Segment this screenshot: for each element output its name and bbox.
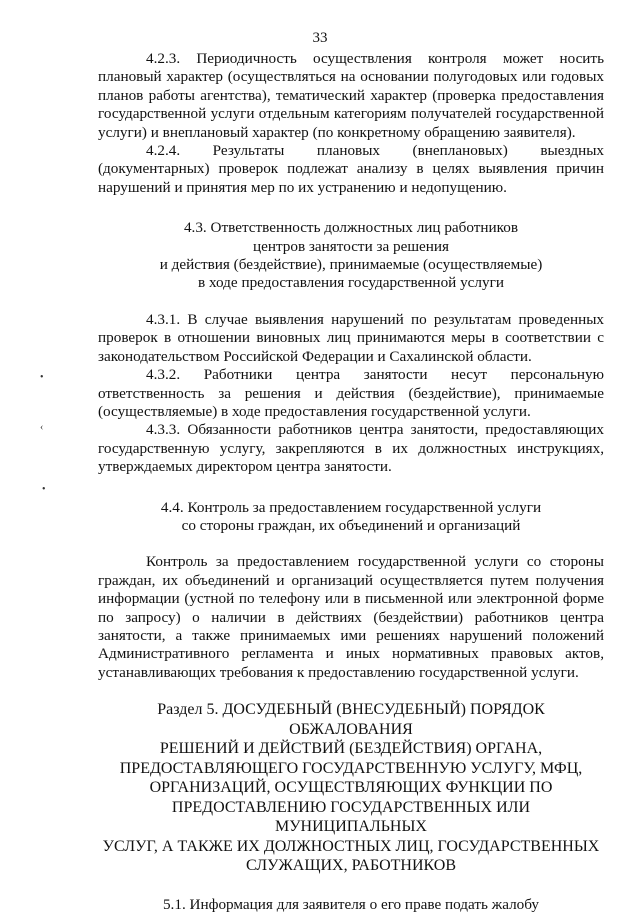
paragraph-4-3-3: 4.3.3. Обязанности работников центра занятости, предоставляющих государственную услугу, закрепляются в их должностных инструкциях, утверждаемых директором центра занятости.: [98, 421, 604, 476]
scan-mark: •: [42, 484, 46, 495]
heading-5-1: 5.1. Информация для заявителя о его праве подать жалобу: [162, 895, 540, 913]
section-5-title: [98, 700, 604, 876]
page-content: [98, 50, 604, 914]
section-5-title-line: Раздел 5. ДОСУДЕБНЫЙ (ВНЕСУДЕБНЫЙ) ПОРЯДОК ОБЖАЛОВАНИЯ: [157, 701, 545, 738]
section-5-title-line: ПРЕДОСТАВЛЕНИЮ ГОСУДАРСТВЕННЫХ ИЛИ МУНИЦИПАЛЬНЫХ: [171, 798, 531, 836]
heading-4-4-line: 4.4. Контроль за предоставлением государственной услуги: [160, 498, 542, 516]
heading-4-3-line: и действия (бездействие), принимаемые (осуществляемые): [159, 256, 543, 274]
page-number: 33: [312, 30, 328, 46]
paragraph-4-2-3: 4.2.3. Периодичность осуществления контроля может носить плановый характер (осуществляться на основании полугодовых или годовых планов работы агентства), тематический характер (проверка предоставления государственной услуги отдельным категориям получателей государственной услуги) и внеплановый характер (по конкретному обращению заявителя).: [98, 50, 604, 141]
section-5-title-line: РЕШЕНИЙ И ДЕЙСТВИЙ (БЕЗДЕЙСТВИЯ) ОРГАНА,: [159, 740, 543, 758]
heading-4-3: [98, 219, 604, 293]
heading-4-3-line: 4.3. Ответственность должностных лиц работников: [183, 219, 519, 237]
section-5-title-line: СЛУЖАЩИХ, РАБОТНИКОВ: [245, 857, 456, 875]
heading-4-4-line: со стороны граждан, их объединений и организаций: [181, 516, 521, 534]
section-5-title-line: УСЛУГ, А ТАКЖЕ ИХ ДОЛЖНОСТНЫХ ЛИЦ, ГОСУДАРСТВЕННЫХ: [102, 837, 600, 855]
paragraph-4-3-1: 4.3.1. В случае выявления нарушений по результатам проведенных проверок в отношении виновных лиц принимаются меры в соответствии с законодательством Российской Федерации и Сахалинской области.: [98, 310, 604, 365]
scan-mark: ‹: [40, 422, 44, 433]
paragraph-4-4: Контроль за предоставлением государственной услуги со стороны граждан, их объединений и организаций осуществляется путем получения информации (устной по телефону или в письменной или электронной форме по запросу) о наличии в действиях (бездействии) работников центра занятости, а также принимаемых ими решениях нарушений положений Административного регламента и иных нормативных правовых актов, устанавливающих требования к предоставлению государственной услуги.: [98, 553, 604, 681]
paragraph-4-2-4: 4.2.4. Результаты плановых (внеплановых) выездных (документарных) проверок подлежат анализу в целях выявления причин нарушений и принятия мер по их устранению и недопущению.: [98, 142, 604, 196]
heading-4-4: [98, 499, 604, 536]
paragraph-4-3-2: 4.3.2. Работники центра занятости несут персональную ответственность за решения и действия (бездействие), принимаемые (осуществляемые) в ходе предоставления государственной услуги.: [98, 366, 604, 420]
section-5-title-line: ПРЕДОСТАВЛЯЮЩЕГО ГОСУДАРСТВЕННУЮ УСЛУГУ, МФЦ,: [119, 759, 583, 777]
heading-4-3-line: в ходе предоставления государственной услуги: [198, 274, 504, 292]
heading-4-3-line: центров занятости за решения: [252, 237, 450, 255]
section-5-title-line: ОРГАНИЗАЦИЙ, ОСУЩЕСТВЛЯЮЩИХ ФУНКЦИИ ПО: [149, 779, 553, 797]
scan-mark: •: [40, 372, 44, 383]
